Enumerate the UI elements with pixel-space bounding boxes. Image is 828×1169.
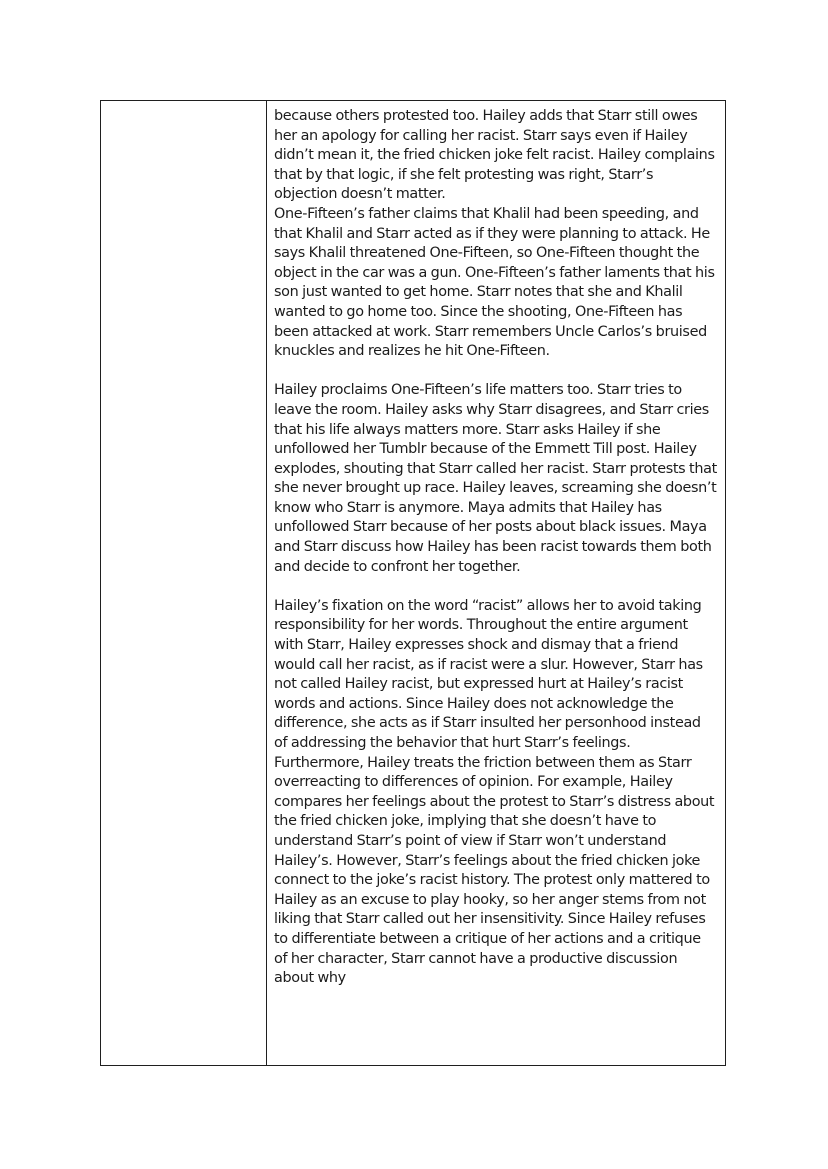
paragraph-spacer (274, 362, 717, 382)
table-right-column (267, 101, 725, 1065)
paragraph-hailey-apology: because others protested too. Hailey adds that Starr still owes her an apology for calling her racist. Starr says even if Hailey didn’t mean it, the fried chicken joke felt racist. Hailey complains that by that logic, if she felt protesting was right, Starr’s objection doesn’t matter. (274, 108, 715, 203)
summary-table (100, 100, 726, 1066)
paragraph-spacer (274, 577, 717, 597)
paragraph-analysis: Hailey’s fixation on the word “racist” allows her to avoid taking responsibility for her words. Throughout the entire argument with Starr, Hailey expresses shock and dismay that a friend would call her racist, as if racist were a slur. However, Starr has not called Hailey racist, but expressed hurt at Hailey’s racist words and actions. Since Hailey does not acknowledge the difference, she acts as if Starr insulted her personhood instead of addressing the behavior that hurt Starr’s feelings. Furthermore, Hailey treats the friction between them as Starr overreacting to differences of opinion. For example, Hailey compares her feelings about the protest to Starr’s distress about the fried chicken joke, implying that she doesn’t have to understand Starr’s point of view if Starr won’t understand Hailey’s. However, Starr’s feelings about the fried chicken joke connect to the joke’s racist history. The protest only mattered to Hailey as an excuse to play hooky, so her anger stems from not liking that Starr called out her insensitivity. Since Hailey refuses to differentiate between a critique of her actions and a critique of her character, Starr cannot have a productive discussion about why (274, 597, 715, 987)
table-left-column (101, 101, 267, 1065)
paragraph-hailey-argument: Hailey proclaims One-Fifteen’s life matters too. Starr tries to leave the room. Hailey asks why Starr disagrees, and Starr cries that his life always matters more. Starr asks Hailey if she unfollowed her Tumblr because of the Emmett Till post. Hailey explodes, shouting that Starr called her racist. Starr protests that she never brought up race. Hailey leaves, screaming she doesn’t know who Starr is anymore. Maya admits that Hailey has unfollowed Starr because of her posts about black issues. Maya and Starr discuss how Hailey has been racist towards them both and decide to confront her together. (274, 382, 717, 575)
paragraph-one-fifteen-father: One-Fifteen’s father claims that Khalil had been speeding, and that Khalil and Starr acted as if they were planning to attack. He says Khalil threatened One-Fifteen, so One-Fifteen thought the object in the car was a gun. One-Fifteen’s father laments that his son just wanted to get home. Starr notes that she and Khalil wanted to go home too. Since the shooting, One-Fifteen has been attacked at work. Starr remembers Uncle Carlos’s bruised knuckles and realizes he hit One-Fifteen. (274, 205, 715, 360)
